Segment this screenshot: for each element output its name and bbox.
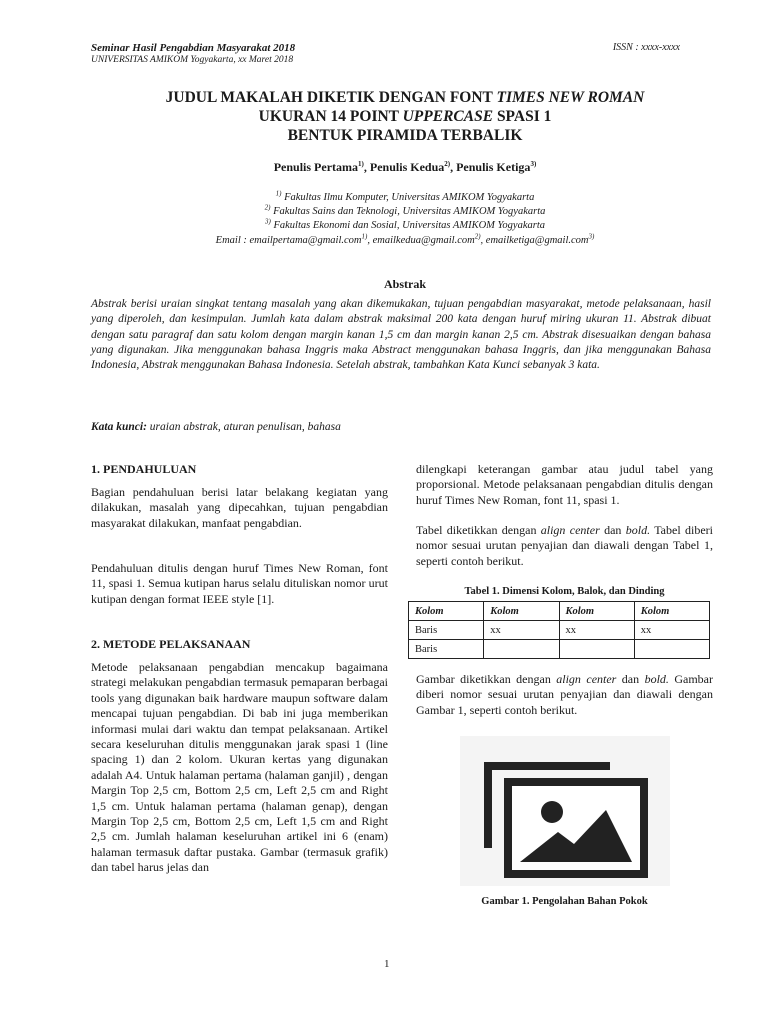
- text: Gambar diberi nomor sesuai urutan penyajian dan diawali dengan Gambar 1, seperti contoh berikut.: [416, 672, 713, 717]
- email-sup: 3): [588, 232, 595, 241]
- text-italic: align center: [556, 672, 617, 686]
- right-paragraph-1: dilengkapi keterangan gambar atau judul tabel yang proporsional. Metode pelaksanaan pengabdian ditulis dengan huruf Times New Roman, font 11, spasi 1.: [416, 462, 713, 507]
- section-2-paragraph-1: Metode pelaksanaan pengabdian mencakup bagaimana strategi melakukan pengabdian termasuk pemaparan berbagai tools yang digunakan baik hardware maupun software dalam mencapai tujuan pengabdian. Di bab ini juga memberikan informasi mulai dari waktu dan tempat pelaksanaan. Artikel secara keseluruhan ditulis menggunakan jarak spasi 1 (line spacing 1) dan 2 kolom. Ukuran kertas yang digunakan adalah A4. Untuk halaman pertama (halaman ganjil) , dengan Margin Top 2,5 cm, Bottom 2,5 cm, Left 2,5 cm and Right 1,5 cm. Untuk halaman pertama (halaman genap), dengan Margin Top 2,5 cm, Bottom 2,5 cm, Left 1,5 cm and Right 2,5 cm. Jumlah halaman keseluruhan artikel ini 6 (enam) halaman termasuk daftar pustaka. Gambar (termasuk grafik) dan tabel harus jelas dan: [91, 660, 388, 875]
- text: Tabel diketikkan dengan: [416, 523, 541, 537]
- author-3: Penulis Ketiga: [456, 160, 531, 174]
- keywords-label: Kata kunci:: [91, 421, 147, 433]
- page-number: 1: [384, 958, 390, 970]
- email-label: Email :: [215, 235, 250, 246]
- author-sep: ,: [363, 160, 370, 174]
- text-italic: bold.: [644, 672, 669, 686]
- seminar-name: Seminar Hasil Pengabdian Masyarakat 2018: [91, 42, 296, 54]
- figure-caption: Gambar 1. Pengolahan Bahan Pokok: [481, 896, 648, 907]
- affiliation-text: Fakultas Ekonomi dan Sosial, Universitas AMIKOM Yogyakarta: [270, 220, 545, 231]
- table-1: [408, 601, 710, 659]
- table-header-cell: Kolom: [559, 602, 634, 621]
- running-header: [91, 42, 295, 66]
- keywords-value: uraian abstrak, aturan penulisan, bahasa: [146, 421, 341, 433]
- table-cell: [559, 640, 634, 659]
- table-row: [409, 640, 710, 659]
- university-date: UNIVERSITAS AMIKOM Yogyakarta, xx Maret 2018: [91, 55, 294, 65]
- text: dan: [599, 523, 626, 537]
- author-3-sup: 3): [530, 160, 537, 168]
- email-2: , emailkedua@gmail.com: [367, 235, 475, 246]
- keywords: [91, 421, 341, 433]
- paper-title: [60, 88, 750, 145]
- section-1-paragraph-1: Bagian pendahuluan berisi latar belakang kegiatan yang dilakukan, masalah yang dipecahkan, tujuan pengabdian masyarakat dilakukan, manfaat pengabdian.: [91, 485, 388, 530]
- table-header-cell: Kolom: [409, 602, 484, 621]
- affiliation-text: Fakultas Ilmu Komputer, Universitas AMIKOM Yogyakarta: [281, 192, 535, 203]
- text: dan: [616, 672, 645, 686]
- email-sup: 2): [474, 232, 481, 241]
- email-sup: 1): [361, 232, 368, 241]
- title-line1-text: JUDUL MAKALAH DIKETIK DENGAN FONT: [165, 89, 497, 106]
- section-2-heading: 2. METODE PELAKSANAAN: [91, 637, 251, 651]
- text: Gambar diketikkan dengan: [416, 672, 557, 686]
- section-1-paragraph-2: Pendahuluan ditulis dengan huruf Times New Roman, font 11, spasi 1. Semua kutipan harus selalu dituliskan nomor urut kutipan dengan format IEEE style [1].: [91, 561, 388, 606]
- author-1: Penulis Pertama: [273, 160, 359, 174]
- affiliation-text: Fakultas Sains dan Teknologi, Universitas AMIKOM Yogyakarta: [270, 206, 546, 217]
- author-2-sup: 2): [444, 160, 451, 168]
- affiliation-3: [60, 219, 750, 233]
- table-cell: xx: [484, 621, 559, 640]
- email-line: [60, 234, 750, 248]
- table-cell: [484, 640, 559, 659]
- image-placeholder-icon: [460, 736, 670, 886]
- affiliation-sup: 2): [264, 203, 271, 212]
- right-paragraph-2: [416, 523, 713, 569]
- table-caption: Tabel 1. Dimensi Kolom, Balok, dan Dinding: [464, 586, 665, 597]
- author-1-sup: 1): [358, 160, 364, 168]
- figure-1: [460, 736, 670, 886]
- text-italic: align center: [540, 523, 600, 537]
- right-paragraph-3: [416, 672, 713, 718]
- affiliation-sup: 3): [265, 217, 271, 226]
- text: Tabel diberi nomor sesuai urutan penyajian dan diawali dengan Tabel 1, seperti contoh berikut.: [416, 523, 713, 568]
- abstract-body: Abstrak berisi uraian singkat tentang masalah yang akan dikemukakan, tujuan pengabdian masyarakat, metode pelaksanaan, hasil yang diperoleh, dan kesimpulan. Jumlah kata dalam abstrak maksimal 200 kata dengan huruf miring ukuran 11. Abstrak dibuat dengan satu paragraf dan satu kolom dengan margin kanan 1,5 cm dan margin kanan 2,5 cm. Abstrak disesuaikan dengan bahasa yang digunakan. Jika menggunakan bahasa Inggris maka Abstract menggunakan bahasa Inggris, dan jika menggunakan Bahasa Indonesia, Abstrak menggunakan Bahasa Indonesia. Setelah abstrak, tambahkan Kata Kunci sebanyak 3 kata.: [91, 298, 711, 372]
- text-italic: bold.: [625, 523, 651, 537]
- author-sep: ,: [450, 160, 457, 174]
- title-line3: BENTUK PIRAMIDA TERBALIK: [287, 127, 523, 144]
- email-3: , emailketiga@gmail.com: [480, 235, 589, 246]
- issn: ISSN : xxxx-xxxx: [612, 42, 680, 53]
- table-cell: Baris: [409, 621, 484, 640]
- title-line1-italic: TIMES NEW ROMAN: [496, 89, 645, 106]
- author-list: [60, 160, 750, 175]
- author-2: Penulis Kedua: [369, 160, 445, 174]
- table-header-row: [409, 602, 710, 621]
- affiliation-sup: 1): [275, 189, 282, 198]
- title-line2-text: UKURAN 14 POINT: [258, 108, 403, 125]
- section-1-heading: 1. PENDAHULUAN: [91, 462, 197, 476]
- abstract-heading: Abstrak: [383, 277, 426, 291]
- table-cell: [634, 640, 709, 659]
- table-header-cell: Kolom: [484, 602, 559, 621]
- table-row: [409, 621, 710, 640]
- table-cell: xx: [559, 621, 634, 640]
- table-cell: xx: [634, 621, 709, 640]
- title-line2-tail: SPASI 1: [493, 108, 552, 125]
- table-cell: Baris: [409, 640, 484, 659]
- title-line2-italic: UPPERCASE: [402, 108, 494, 125]
- affiliation-2: [60, 205, 750, 219]
- table-1-wrapper: [408, 601, 710, 659]
- affiliation-1: [60, 191, 750, 205]
- email-1: emailpertama@gmail.com: [249, 235, 362, 246]
- table-header-cell: Kolom: [634, 602, 709, 621]
